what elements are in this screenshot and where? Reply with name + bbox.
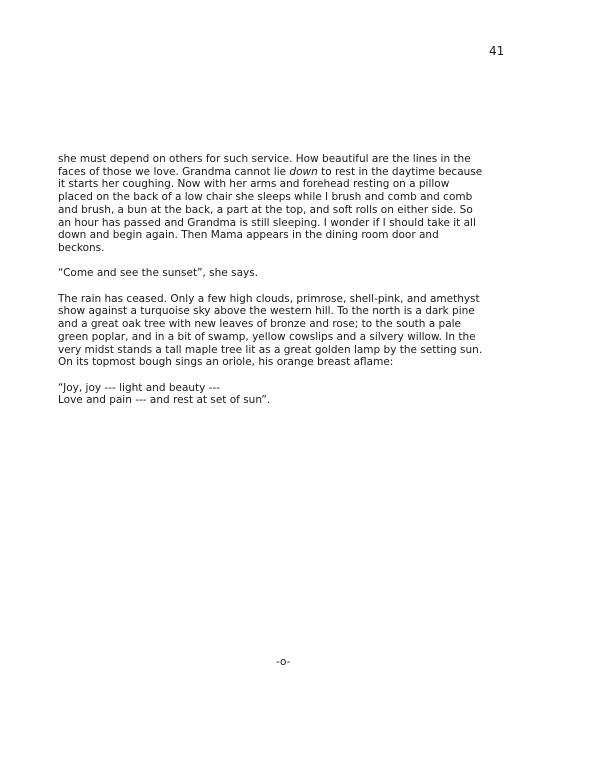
text-line: it starts her coughing. Now with her arms and forehead resting on a pillow — [58, 178, 450, 191]
page-number: 41 — [489, 44, 505, 58]
paragraph — [58, 382, 510, 407]
text-line: down and begin again. Then Mama appears in the dining room door and — [58, 229, 439, 242]
text-line: green poplar, and in a bit of swamp, yellow cowslips and a silvery willow. In the — [58, 330, 476, 343]
paragraph — [58, 153, 510, 255]
text-line: placed on the back of a low chair she sleeps while I brush and comb and comb — [58, 191, 473, 204]
text-line: beckons. — [58, 241, 105, 254]
text-line: faces of those we love. Grandma cannot lie down to rest in the daytime because — [58, 165, 483, 178]
text-line: show against a turquoise sky above the western hill. To the north is a dark pine — [58, 305, 475, 318]
text-line: and a great oak tree with new leaves of bronze and rose; to the south a pale — [58, 318, 462, 331]
text-line: “Come and see the sunset”, she says. — [58, 267, 259, 280]
text-line: The rain has ceased. Only a few high clouds, primrose, shell-pink, and amethyst — [58, 292, 480, 305]
text-line: an hour has passed and Grandma is still sleeping. I wonder if I should take it all — [58, 216, 476, 229]
text-line: very midst stands a tall maple tree lit as a great golden lamp by the setting sun. — [58, 343, 483, 356]
text-line: “Joy, joy --- light and beauty --- — [58, 381, 221, 394]
paragraph — [58, 293, 510, 369]
section-ending-mark: -o- — [276, 656, 291, 668]
text-line: On its topmost bough sings an oriole, his orange breast aflame: — [58, 356, 394, 369]
emphasis-text: down — [289, 165, 318, 178]
text-line: Love and pain --- and rest at set of sun”. — [58, 394, 271, 407]
text-line: and brush, a bun at the back, a part at the top, and soft rolls on either side. So — [58, 203, 473, 216]
text-line: she must depend on others for such service. How beautiful are the lines in the — [58, 153, 471, 165]
paragraph — [58, 267, 510, 280]
body-text — [58, 153, 510, 420]
